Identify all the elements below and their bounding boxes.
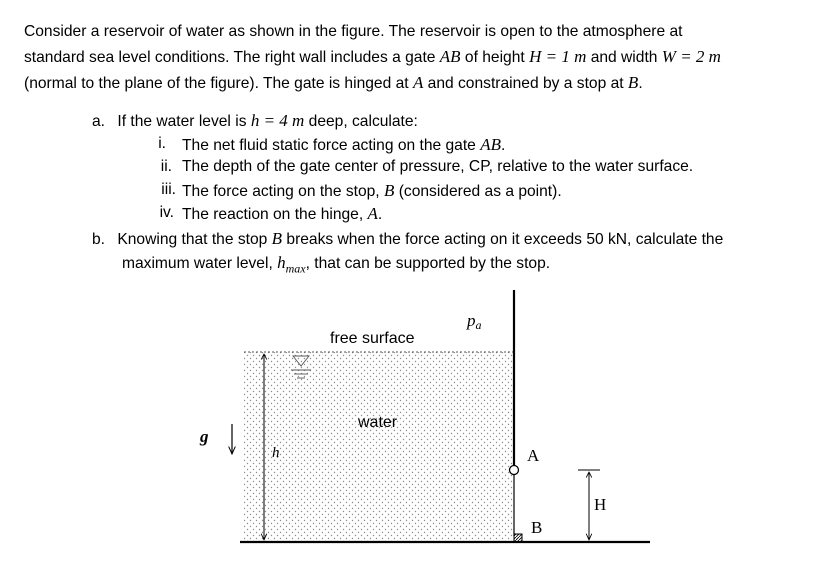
hinge-label: A [527, 446, 540, 465]
subitem-text: The force acting on the stop, B (considered as a point). [182, 181, 562, 200]
intro-text: and width [586, 49, 662, 66]
intro-text: . [638, 75, 643, 92]
intro-text: and constrained by a stop at [423, 75, 628, 92]
part-a-text: If the water level is h = 4 m deep, calculate: [117, 111, 418, 130]
subitem-marker: iii. [161, 181, 176, 198]
intro-text: standard sea level conditions. The right wall includes a gate [24, 49, 440, 66]
subitem-marker: i. [158, 135, 166, 152]
height-equation: H = 1 m [529, 47, 587, 66]
water-body [244, 352, 514, 542]
subitem-marker: iv. [159, 204, 174, 221]
atmospheric-pressure-label: pa [467, 311, 482, 332]
part-b-marker: b. [92, 231, 106, 248]
gravity-label: g [200, 427, 209, 446]
hinge-symbol: A [412, 73, 424, 92]
water-label: water [358, 414, 398, 431]
stop-symbol: B [627, 73, 639, 92]
intro-text: of height [460, 49, 530, 66]
subitem-text: The net fluid static force acting on the gate AB. [182, 135, 506, 154]
depth-label: h [272, 445, 280, 461]
free-surface-label: free surface [330, 330, 415, 347]
subitem-text: The depth of the gate center of pressure, CP, relative to the water surface. [182, 158, 694, 175]
stop-label: B [531, 518, 543, 537]
part-a-marker: a. [92, 113, 106, 130]
intro-text: (normal to the plane of the figure). The gate is hinged at [24, 75, 413, 92]
subitem-text: The reaction on the hinge, A. [182, 204, 383, 223]
part-b-line-2: maximum water level, $h_{max}$, that can be supported by the stop. [122, 253, 551, 276]
subitem-marker: ii. [160, 158, 172, 175]
width-equation: W = 2 m [661, 47, 721, 66]
gate-symbol: AB [439, 47, 461, 66]
hmax-symbol: $h_{max}$ [277, 253, 306, 276]
hinge-a [510, 466, 519, 475]
gate-height-label: H [594, 495, 607, 514]
stop-b [514, 534, 522, 542]
intro-line-1: Consider a reservoir of water as shown in the figure. The reservoir is open to the atmosphere at [24, 23, 683, 40]
water-level-equation: h = 4 m [250, 111, 305, 130]
part-b-text: Knowing that the stop B breaks when the force acting on it exceeds 50 kN, calculate the [117, 229, 724, 248]
